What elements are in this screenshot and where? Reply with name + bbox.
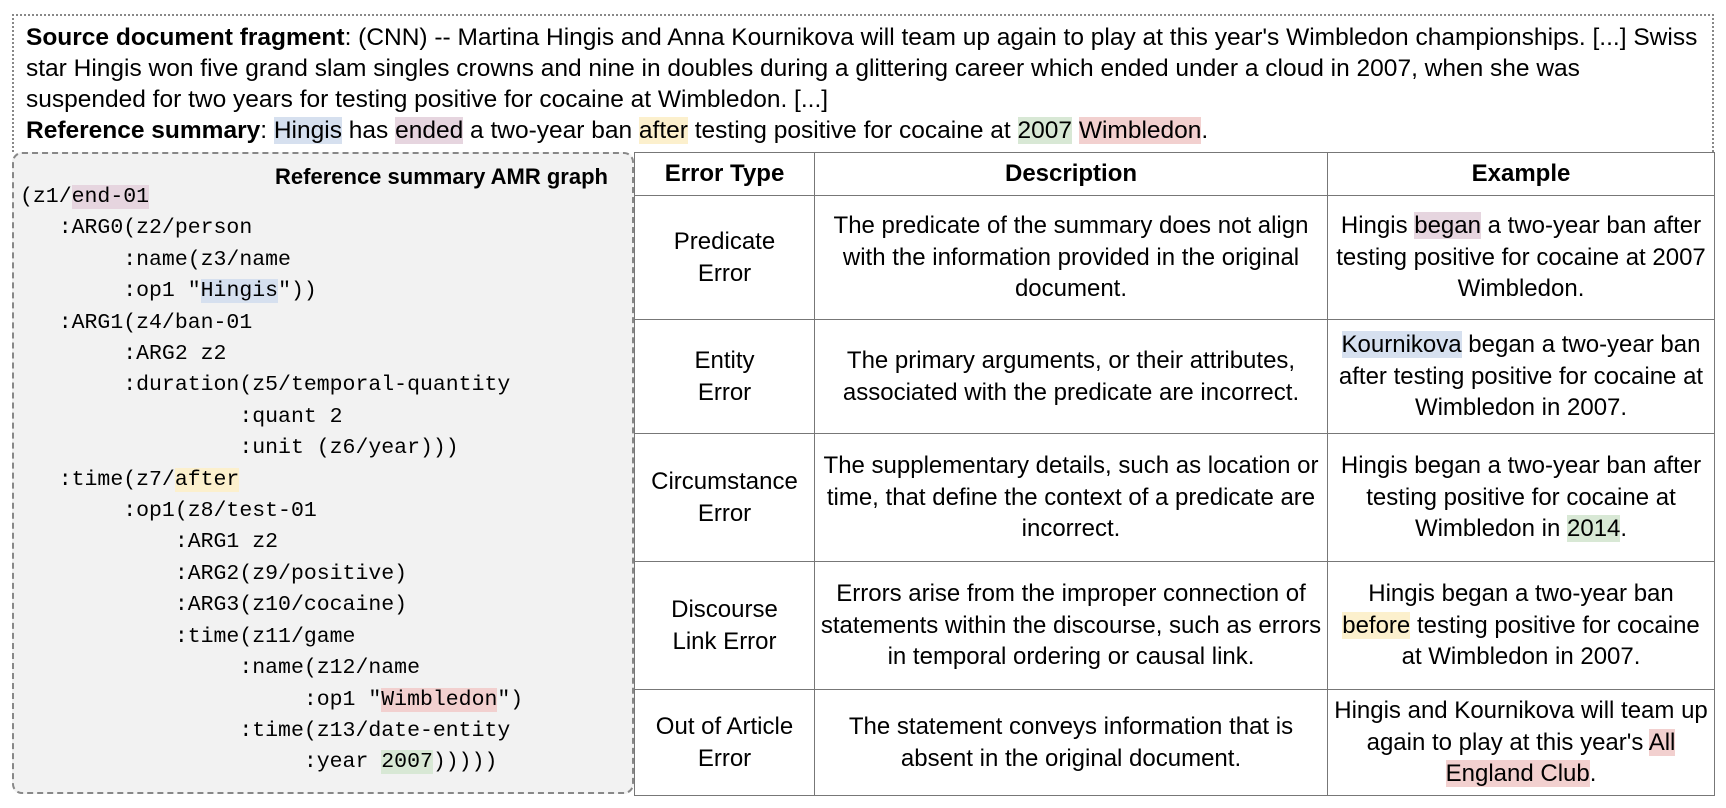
table-row	[635, 320, 1715, 434]
amr-graph-code	[20, 182, 523, 779]
amr-line: (z1/end-01	[20, 185, 150, 209]
example-cell: Hingis began a two-year ban after testing positive for cocaine at Wimbledon in 2014.	[1328, 434, 1715, 562]
ref-hl-after: after	[638, 117, 688, 144]
amr-line: :ARG3(z10/cocaine)	[20, 593, 408, 618]
error-type-cell: Entity Error	[635, 320, 815, 434]
example-cell: Hingis began a two-year ban after testing positive for cocaine at 2007 Wimbledon.	[1328, 196, 1715, 320]
ref-part: has	[341, 117, 396, 144]
table-row	[635, 562, 1715, 690]
ref-part: testing positive for cocaine at	[687, 117, 1018, 144]
reference-summary	[26, 115, 1700, 146]
amr-line: :time(z11/game	[20, 624, 356, 649]
header-description: Description	[815, 153, 1328, 196]
example-hl-all-england-club: All England Club	[1445, 728, 1676, 788]
source-fragment-text: : (CNN) -- Martina Hingis and Anna Kournikova will team up again to play at this year's Wimbledon championships. [...] Swiss star Hingis won five grand slam singles crowns and nine in doubles during a glittering career which ended under a cloud in 2007, when she was suspended for two years for testing positive for cocaine at Wimbledon. [...]	[26, 24, 1698, 113]
amr-line: :year 2007)))))	[20, 750, 498, 775]
example-cell: Kournikova began a two-year ban after testing positive for cocaine at Wimbledon in 2007.	[1328, 320, 1715, 434]
error-type-cell: Out of Article Error	[635, 690, 815, 796]
ref-part: a two-year ban	[463, 117, 639, 144]
amr-hl-hingis: Hingis	[200, 279, 279, 304]
description-cell: The predicate of the summary does not align with the information provided in the original document.	[815, 196, 1328, 320]
source-fragment-box	[12, 14, 1714, 152]
table-header-row	[635, 153, 1715, 196]
amr-line: :ARG0(z2/person	[20, 216, 253, 241]
amr-line: :unit (z6/year)))	[20, 436, 459, 461]
example-cell: Hingis and Kournikova will team up again to play at this year's All England Club.	[1328, 690, 1715, 796]
table-row	[635, 690, 1715, 796]
source-fragment-label: Source document fragment	[26, 24, 345, 51]
ref-hl-wimbledon: Wimbledon	[1078, 117, 1202, 144]
ref-part: .	[1201, 117, 1209, 144]
amr-line: :ARG1(z4/ban-01	[20, 310, 253, 335]
amr-graph-title: Reference summary AMR graph	[275, 164, 608, 189]
table-row	[635, 196, 1715, 320]
amr-line: :ARG2 z2	[20, 342, 227, 367]
amr-line: :ARG2(z9/positive)	[20, 561, 408, 586]
description-cell: The statement conveys information that is absent in the original document.	[815, 690, 1328, 796]
description-cell: The supplementary details, such as location or time, that define the context of a predicate are incorrect.	[815, 434, 1328, 562]
error-type-cell: Circumstance Error	[635, 434, 815, 562]
header-error-type: Error Type	[635, 153, 815, 196]
header-example: Example	[1328, 153, 1715, 196]
example-cell: Hingis began a two-year ban before testing positive for cocaine at Wimbledon in 2007.	[1328, 562, 1715, 690]
amr-graph-panel	[12, 152, 634, 794]
amr-hl-wimbledon: Wimbledon	[381, 687, 498, 712]
example-hl-2014: 2014	[1567, 515, 1621, 543]
ref-hl-ended: ended	[395, 117, 464, 144]
amr-line: :time(z13/date-entity	[20, 718, 511, 743]
amr-line: :op1 "Wimbledon")	[20, 687, 524, 712]
example-hl-kournikova: Kournikova	[1341, 331, 1462, 359]
ref-hl-2007: 2007	[1017, 117, 1073, 144]
amr-line: :name(z12/name	[20, 656, 420, 681]
reference-summary-label: Reference summary	[26, 117, 261, 144]
error-type-table	[634, 152, 1715, 796]
error-type-cell: Predicate Error	[635, 196, 815, 320]
example-hl-before: before	[1342, 611, 1411, 639]
error-type-cell: Discourse Link Error	[635, 562, 815, 690]
amr-line: :op1 "Hingis"))	[20, 279, 317, 304]
ref-part	[1072, 117, 1079, 144]
amr-line: :quant 2	[20, 404, 343, 429]
description-cell: Errors arise from the improper connection of statements within the discourse, such as errors in temporal ordering or causal link.	[815, 562, 1328, 690]
amr-line: :time(z7/after	[20, 467, 240, 492]
source-fragment	[26, 22, 1700, 115]
amr-line: :ARG1 z2	[20, 530, 279, 555]
amr-line: :op1(z8/test-01	[20, 499, 317, 524]
table-row	[635, 434, 1715, 562]
ref-hl-hingis: Hingis	[273, 117, 342, 144]
amr-hl-2007: 2007	[381, 750, 433, 775]
example-hl-began: began	[1414, 212, 1481, 240]
description-cell: The primary arguments, or their attributes, associated with the predicate are incorrect.	[815, 320, 1328, 434]
amr-hl-after: after	[174, 467, 240, 492]
amr-line: :duration(z5/temporal-quantity	[20, 373, 511, 398]
amr-hl-end01: end-01	[71, 185, 150, 209]
ref-part: :	[260, 117, 274, 144]
amr-line: :name(z3/name	[20, 247, 291, 272]
